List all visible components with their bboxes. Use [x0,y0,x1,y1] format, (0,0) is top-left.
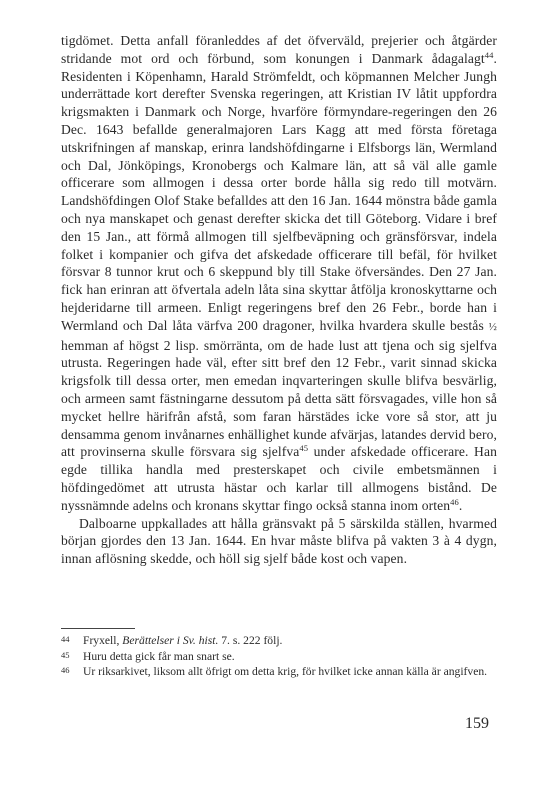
footnote-ref-46: 46 [450,496,459,507]
footnote-number: 46 [61,665,70,676]
footnote-44 [61,633,497,649]
page-number: 159 [465,715,489,732]
footnote-46 [61,664,497,680]
footnote-title: Berättelser i Sv. hist. [122,634,219,647]
paragraph-1-end: . [458,497,463,513]
footnote-number: 44 [61,634,70,644]
paragraph-1 [61,32,497,515]
footnote-text [83,633,497,649]
footnote-45 [61,649,497,665]
footnote-ref-45: 45 [299,443,309,454]
footnote-divider [61,628,135,629]
paragraph-1-text-d: under afskedade officerare. Han egde tillika handla med presterskapet och civile embetsmännen i höfdingedömet att utrusta hästar och karlar till allmogens bistånd. De nyssnämnde adelns och kronans skyttar fingo också stanna inom orten [61,444,497,513]
paragraph-1-text-a: tigdömet. Detta anfall föranleddes af det öfverväld, prejerier och åtgärder stridande mot ord och förbund, som konungen i Danmark ådagalagt [61,33,497,66]
footnotes [61,633,497,680]
body-text [61,32,497,568]
footnote-author: Fryxell, [83,634,123,647]
paragraph-1-text-c: hemman af högst 2 lisp. smörränta, om de hade lust att tjena och sig sjelfva utrusta. Regeringen hade väl, efter sitt bref den 12 Febr., varit sinnad skicka krigsfolk till dessa orter, men emedan inqvarteringen skulle blifva besvärlig, och armeen samt fästningarne dessutom på detta sätt försvagades, ville hon så mycket hellre härifrån afstå, som faran härstädes icke vore så stor, att ju densamma genom invånarnes enhällighet kunde afvärjas, latandes dervid bero, att provinserna skulle försvara sig sjelfva [61,337,497,460]
footnote-number: 45 [61,649,70,660]
footnote-pages: 7. s. 222 följ. [218,634,283,647]
fraction-half: ½ [488,320,498,333]
footnote-ref-44: 44 [484,49,494,60]
paragraph-2: Dalboarne uppkallades att hålla gränsvakt på 5 särskilda ställen, hvarmed början gjordes den 13 Jan. 1644. En hvar måste blifva på vakten 3 à 4 dygn, innan aflösning skedde, och höll sig sjelf både kost och vapen. [61,515,497,567]
footnote-text: Ur riksarkivet, liksom allt öfrigt om detta krig, för hvilket icke annan källa är angifven. [83,665,488,679]
paragraph-1-text-b: . Residenten i Köpenhamn, Harald Strömfeldt, och köpmannen Melcher Jungh underrättade kort derefter Svenska regeringen, att Kristian IV låtit uppfordra krigsmakten i Danmark och Norge, hvarföre förmyndare-regeringen den 26 Dec. 1643 befallde generalmajoren Lars Kagg att med första företaga utskrifningen af manskap, erinra landshöfdingarne i Elfsborgs län, Wermland och Dal, Jönköpings, Kronobergs och Kalmare län, att så väl alle gamle officerare som allmogen i dessa orter borde hålla sig redo till motvärn. Landshöfdingen Olof Stake befalldes att den 16 Jan. 1644 mönstra både gamla och nya manskapet och genast derefter skicka det till Göteborg. Vidare i bref den 15 Jan., att förmå allmogen till sjelfbeväpning och gränsförsvar, indela folket i kompanier och gifva det afskedade officerare till befäl, för hvilket försvar 8 tunnor krut och 6 skeppund bly till Stake öfversändes. Den 27 Jan. fick han erinran att öfvertala adeln låta sina skyttar åtfölja kronoskyttarne och hejderidarne till armeen. Enligt regeringens bref den 26 Febr., borde han i Wermland och Dal låta värfva 200 dragoner, hvilka hvardera skulle bestås [61,50,497,333]
footnote-text: Huru detta gick får man snart se. [83,649,235,663]
